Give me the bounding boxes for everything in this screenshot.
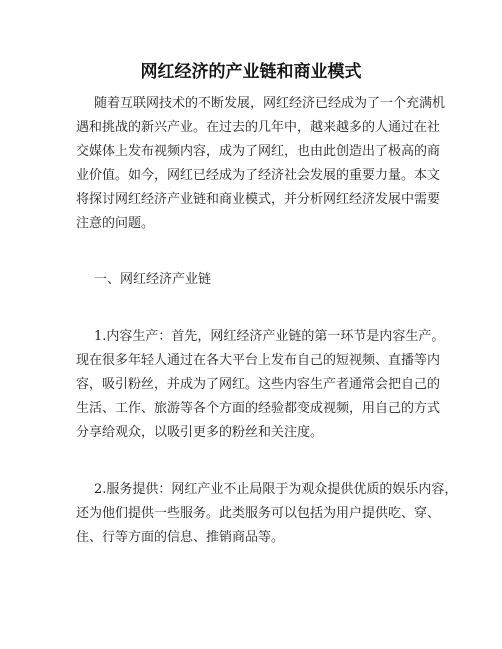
intro-line: 随着互联网技术的不断发展，网红经济已经成为了一个充满机 bbox=[94, 96, 446, 111]
para2-line: 2.服务提供：网红产业不止局限于为观众提供优质的娱乐内容， bbox=[94, 482, 458, 497]
intro-line: 将探讨网红经济产业链和商业模式，并分析网红经济发展中需要 bbox=[76, 192, 441, 207]
para1-line: 容，吸引粉丝，并成为了网红。这些内容生产者通常会把自己的 bbox=[76, 377, 441, 392]
intro-line: 交媒体上发布视频内容，成为了网红，也由此创造出了极高的商 bbox=[76, 144, 441, 159]
para1-line: 生活、工作、旅游等各个方面的经验都变成视频，用自己的方式 bbox=[76, 401, 441, 416]
para1-line: 1.内容生产：首先，网红经济产业链的第一环节是内容生产。 bbox=[94, 329, 445, 344]
intro-line: 遇和挑战的新兴产业。在过去的几年中，越来越多的人通过在社 bbox=[76, 120, 441, 135]
para1-line: 现在很多年轻人通过在各大平台上发布自己的短视频、直播等内 bbox=[76, 353, 441, 368]
para1-line: 分享给观众，以吸引更多的粉丝和关注度。 bbox=[76, 425, 324, 440]
intro-line: 注意的问题。 bbox=[76, 216, 155, 231]
para2-line: 还为他们提供一些服务。此类服务可以包括为用户提供吃、穿、 bbox=[76, 506, 441, 521]
intro-line: 业价值。如今，网红已经成为了经济社会发展的重要力量。本文 bbox=[76, 168, 441, 183]
para2-line: 住、行等方面的信息、推销商品等。 bbox=[76, 530, 285, 545]
document-title: 网红经济的产业链和商业模式 bbox=[140, 62, 362, 82]
section-heading: 一、网红经济产业链 bbox=[94, 272, 212, 287]
